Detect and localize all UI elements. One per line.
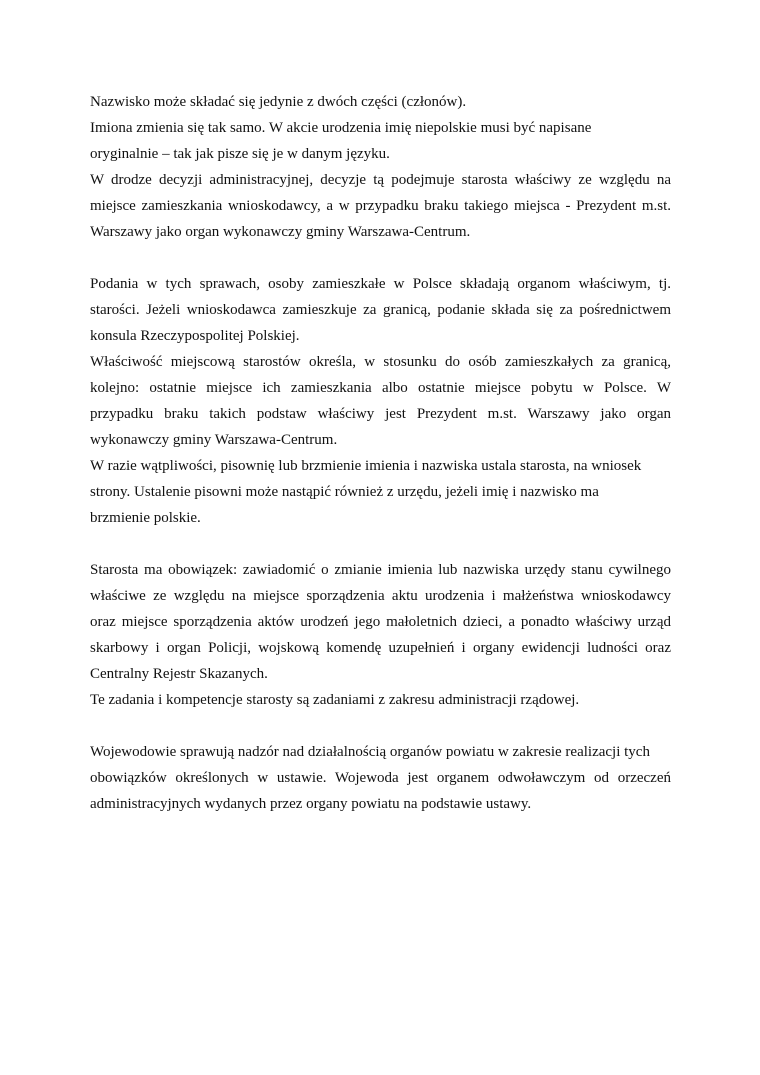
paragraph-spacer bbox=[90, 713, 671, 739]
paragraph-block-4 bbox=[90, 739, 671, 817]
text-line: Te zadania i kompetencje starosty są zadaniami z zakresu administracji rządowej. bbox=[90, 692, 580, 708]
paragraph-spacer bbox=[90, 531, 671, 557]
text-line: Nazwisko może składać się jedynie z dwóch części (członów). bbox=[90, 94, 467, 110]
text-line: kolejno: ostatnie miejsce ich zamieszkania albo ostatnie miejsce pobytu w Polsce. W bbox=[90, 380, 671, 396]
paragraph-block-3 bbox=[90, 557, 671, 713]
text-line: przypadku braku takich podstaw właściwy jest Prezydent m.st. Warszawy jako organ bbox=[90, 406, 671, 422]
text-line: Warszawy jako organ wykonawczy gminy Warszawa-Centrum. bbox=[90, 224, 471, 240]
text-line: Wojewodowie sprawują nadzór nad działalnością organów powiatu w zakresie realizacji tych bbox=[90, 744, 650, 760]
text-line: miejsce zamieszkania wnioskodawcy, a w przypadku braku takiego miejsca - Prezydent m.st. bbox=[90, 198, 671, 214]
text-line: Imiona zmienia się tak samo. W akcie urodzenia imię niepolskie musi być napisane bbox=[90, 120, 592, 136]
text-line: konsula Rzeczypospolitej Polskiej. bbox=[90, 328, 300, 344]
paragraph-spacer bbox=[90, 245, 671, 271]
text-line: Właściwość miejscową starostów określa, w stosunku do osób zamieszkałych za granicą, bbox=[90, 354, 671, 370]
document-body bbox=[90, 89, 671, 817]
text-line: W drodze decyzji administracyjnej, decyzje tą podejmuje starosta właściwy ze względu na bbox=[90, 172, 671, 188]
text-line: brzmienie polskie. bbox=[90, 510, 201, 526]
text-line: strony. Ustalenie pisowni może nastąpić również z urzędu, jeżeli imię i nazwisko ma bbox=[90, 484, 599, 500]
text-line: obowiązków określonych w ustawie. Wojewoda jest organem odwoławczym od orzeczeń bbox=[90, 770, 671, 786]
text-line: Podania w tych sprawach, osoby zamieszkałe w Polsce składają organom właściwym, tj. bbox=[90, 276, 671, 292]
text-line: skarbowy i organ Policji, wojskową komendę uzupełnień i organy ewidencji ludności oraz bbox=[90, 640, 671, 656]
text-line: Starosta ma obowiązek: zawiadomić o zmianie imienia lub nazwiska urzędy stanu cywilnego bbox=[90, 562, 671, 578]
text-line: wykonawczy gminy Warszawa-Centrum. bbox=[90, 432, 338, 448]
text-line: starości. Jeżeli wnioskodawca zamieszkuje za granicą, podanie składa się za pośrednictwem bbox=[90, 302, 671, 318]
paragraph-block-2 bbox=[90, 271, 671, 531]
text-line: oryginalnie – tak jak pisze się je w danym języku. bbox=[90, 146, 390, 162]
text-line: właściwe ze względu na miejsce sporządzenia aktu urodzenia i małżeństwa wnioskodawcy bbox=[90, 588, 671, 604]
text-line: administracyjnych wydanych przez organy powiatu na podstawie ustawy. bbox=[90, 796, 532, 812]
text-line: oraz miejsce sporządzenia aktów urodzeń jego małoletnich dzieci, a ponadto właściwy urząd bbox=[90, 614, 671, 630]
text-line: W razie wątpliwości, pisownię lub brzmienie imienia i nazwiska ustala starosta, na wniosek bbox=[90, 458, 642, 474]
paragraph-block-1 bbox=[90, 89, 671, 245]
text-line: Centralny Rejestr Skazanych. bbox=[90, 666, 268, 682]
